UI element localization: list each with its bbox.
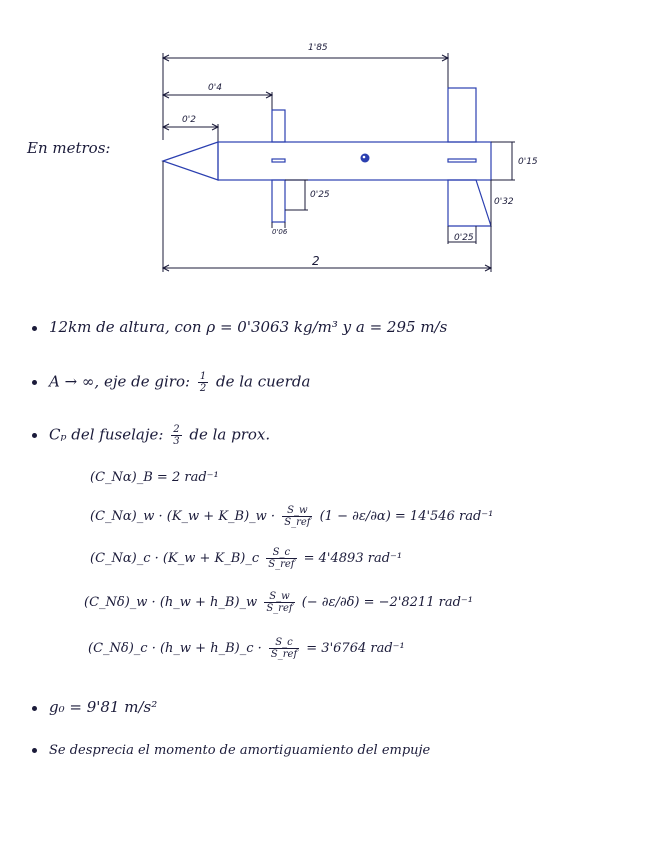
dim-total-span-label: 1'85 [308, 43, 328, 53]
dim-nose-label: 0'2 [182, 115, 196, 125]
equation-cna-body: (C_Nα)_B = 2 rad⁻¹ [90, 470, 219, 485]
dim-total-length-label: 2 [312, 254, 320, 268]
dim-wing-chord-small-label: 0'25 [310, 190, 330, 200]
missile-body [163, 88, 491, 226]
bullet-rotation-axis: A → ∞, eje de giro: $\frac{1}{2}$ de la cuerda [32, 371, 310, 394]
dim-body-height [491, 142, 515, 180]
equation-cna-canard: (C_Nα)_c · (K_w + K_B)_c $\frac{S\_c}{\text{S\_ref}}$ = 4'4893 rad⁻¹ [90, 547, 403, 570]
center-of-gravity-icon [361, 154, 370, 163]
bullet-fuselage-cp: Cₚ del fuselaje: $\frac{2}{3}$ de la prox. [32, 424, 270, 447]
fraction: $\frac{2}{3}$ [173, 424, 180, 447]
equation-cnd-wing: (C_Nδ)_w · (h_w + h_B)_w $\frac{S\_w}{\text{S\_ref}}$ (− ∂ε/∂δ) = −2'8211 rad⁻¹ [84, 591, 473, 614]
dim-wing-pos-label: 0'4 [208, 83, 222, 93]
units-label: En metros: [27, 139, 111, 157]
bullet-gravity: g₀ = 9'81 m/s² [32, 698, 157, 716]
dim-nose [163, 124, 218, 142]
bullet-dot [32, 326, 37, 331]
bullet-dot [32, 748, 37, 753]
dim-wing-chord-small [285, 180, 308, 210]
equation-cna-wing: (C_Nα)_w · (K_w + K_B)_w · $\frac{S\_w}{\text{S\_ref}}$ (1 − ∂ε/∂α) = 14'546 rad⁻¹ [90, 505, 494, 528]
dim-tail-span-label: 0'25 [454, 233, 474, 243]
dim-tail-chord-label: 0'32 [494, 197, 514, 207]
bullet-dot [32, 380, 37, 385]
fraction: $\frac{1}{2}$ [199, 371, 207, 394]
dim-tail-width-label: 0'06 [272, 228, 288, 236]
dim-wing-pos [163, 92, 272, 110]
bullet-thrust-damping: Se desprecia el momento de amortiguamiento del empuje [32, 743, 430, 758]
bullet-dot [32, 706, 37, 711]
equation-cnd-canard: (C_Nδ)_c · (h_w + h_B)_c · $\frac{S\_c}{\text{S\_ref}}$ = 3'6764 rad⁻¹ [88, 637, 405, 660]
bullet-altitude: 12km de altura, con ρ = 0'3063 kg/m³ y a = 295 m/s [32, 318, 447, 336]
bullet-dot [32, 433, 37, 438]
dim-body-height-label: 0'15 [518, 157, 538, 167]
